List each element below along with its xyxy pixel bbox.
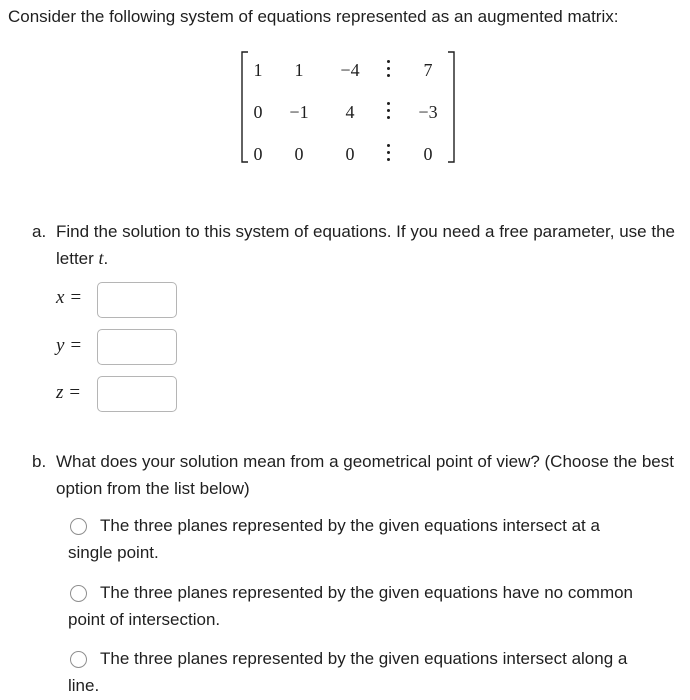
free-parameter: t (98, 248, 104, 268)
augmented-matrix (240, 50, 456, 164)
y-answer-input[interactable] (97, 329, 177, 365)
question-a-label: a. (32, 222, 47, 241)
z-answer-input[interactable] (97, 376, 177, 412)
option-1-text-cont: single point. (68, 543, 159, 562)
z-variable: z (56, 382, 64, 403)
option-3-text-cont: line. (68, 676, 100, 695)
matrix-cell: 0 (253, 102, 263, 122)
option-3[interactable] (68, 645, 678, 699)
x-label (56, 287, 81, 309)
option-3-text: The three planes represented by the given equations intersect along a (100, 649, 628, 668)
matrix-cell: 4 (345, 102, 355, 122)
augment-separator (387, 144, 391, 165)
option-2-text-cont: point of intersection. (68, 610, 221, 629)
option-2-text: The three planes represented by the given equations have no common (100, 583, 634, 602)
option-2[interactable] (68, 579, 678, 633)
matrix-cell: 0 (253, 144, 263, 164)
matrix-cell: −1 (289, 102, 309, 122)
matrix-cell: −4 (340, 60, 360, 80)
matrix-cell: 7 (423, 60, 433, 80)
x-variable: x (56, 287, 65, 308)
matrix-cell: 1 (294, 60, 304, 80)
equals-sign: = (70, 335, 82, 356)
question-b-text: What does your solution mean from a geometrical point of view? (Choose the best option from the list below) (56, 452, 674, 498)
equals-sign: = (70, 287, 82, 308)
matrix-cell: 0 (423, 144, 433, 164)
matrix-cell: 0 (345, 144, 355, 164)
x-answer-input[interactable] (97, 282, 177, 318)
y-label (56, 335, 81, 357)
y-variable: y (56, 335, 65, 356)
equals-sign: = (69, 382, 81, 403)
option-1-text: The three planes represented by the given equations intersect at a (100, 516, 600, 535)
augment-separator (387, 102, 391, 123)
question-a-text: Find the solution to this system of equations. If you need a free parameter, use the letter (56, 222, 675, 268)
question-a-period: . (103, 249, 109, 268)
augment-separator (387, 60, 391, 81)
question-b-label: b. (32, 452, 47, 471)
option-1[interactable] (68, 512, 678, 566)
z-label (56, 382, 80, 404)
matrix-cell: 1 (253, 60, 263, 80)
matrix-cell: −3 (418, 102, 438, 122)
problem-intro: Consider the following system of equations represented as an augmented matrix: (8, 7, 619, 26)
matrix-cell: 0 (294, 144, 304, 164)
